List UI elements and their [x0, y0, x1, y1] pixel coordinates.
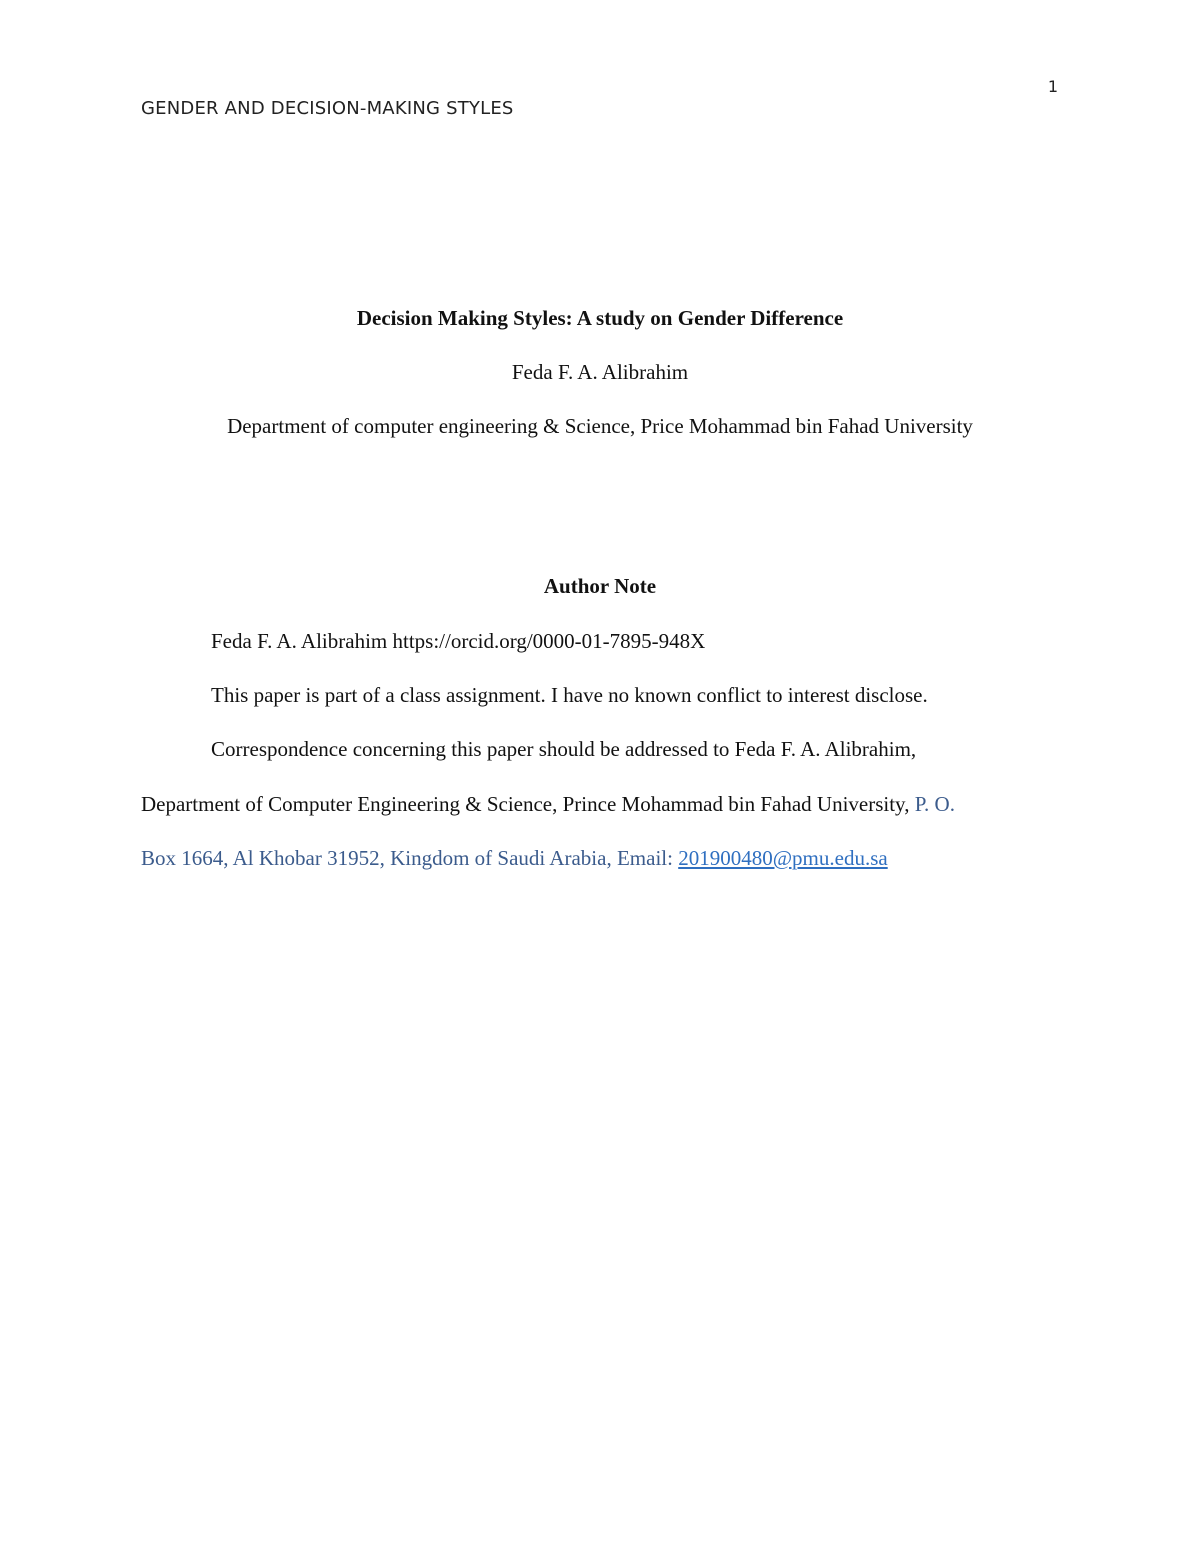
author-name: Feda F. A. Alibrahim [511, 360, 689, 384]
po-box-prefix: P. O. [914, 792, 955, 816]
correspondence-paragraph: Correspondence concerning this paper should be addressed to Feda F. A. Alibrahim, [211, 737, 917, 761]
disclosure-paragraph: This paper is part of a class assignment. I have no known conflict to interest disclose. [211, 683, 928, 707]
orcid-paragraph: Feda F. A. Alibrahim https://orcid.org/0000-01-7895-948X [211, 629, 706, 653]
author-affiliation: Department of computer engineering & Science, Price Mohammad bin Fahad University [227, 414, 973, 438]
paper-title: Decision Making Styles: A study on Gender Difference [356, 306, 844, 330]
address-line-2 [141, 846, 888, 871]
author-note-heading: Author Note [543, 574, 657, 598]
address-line-1 [141, 792, 955, 817]
running-head: GENDER AND DECISION-MAKING STYLES [141, 98, 514, 119]
mailing-address-text: Box 1664, Al Khobar 31952, Kingdom of Saudi Arabia, Email: [141, 846, 679, 870]
department-address-text: Department of Computer Engineering & Science, Prince Mohammad bin Fahad University, [141, 792, 915, 816]
email-link[interactable]: 201900480@pmu.edu.sa [678, 846, 888, 870]
page-number: 1 [1047, 77, 1058, 96]
